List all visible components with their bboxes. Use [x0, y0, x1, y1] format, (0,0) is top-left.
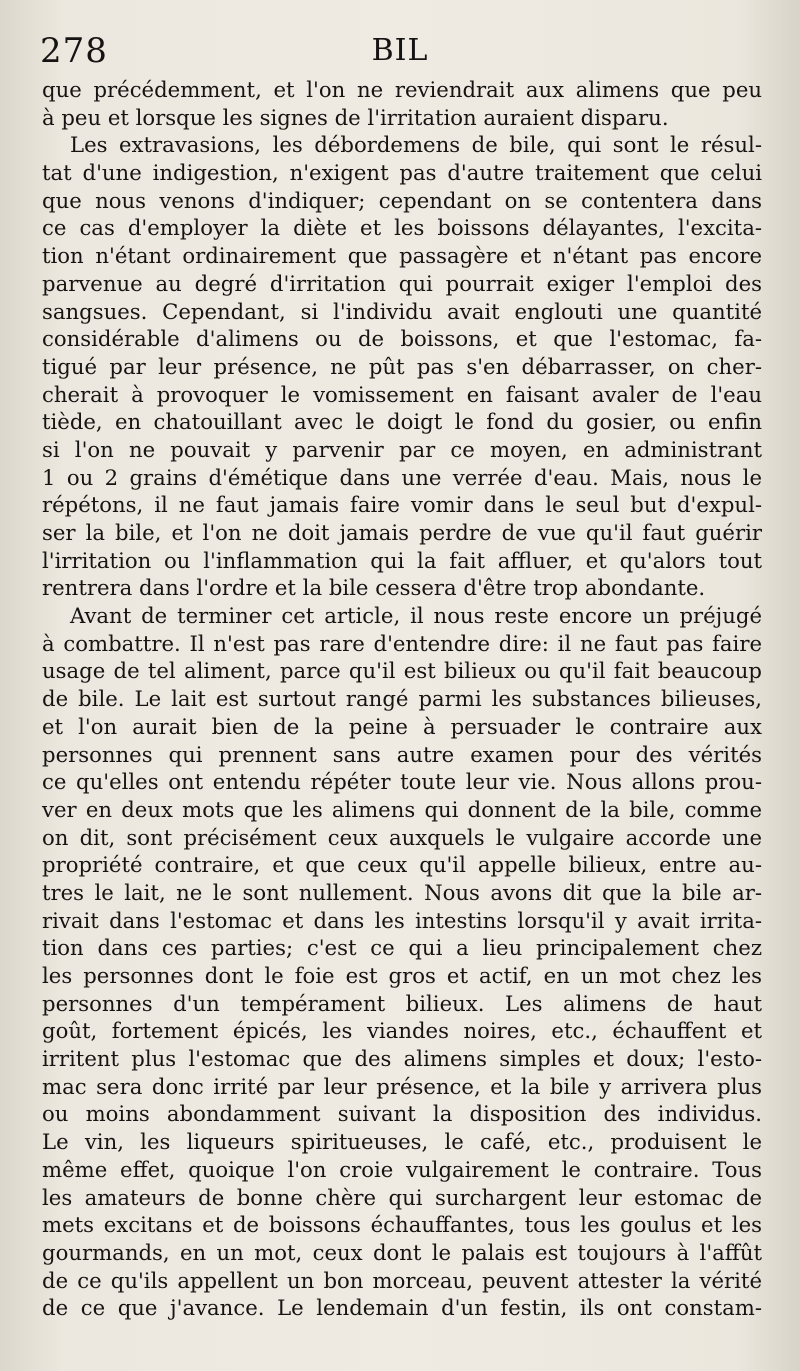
text-line: rivait dans l'estomac et dans les intestins lorsqu'il y avait irrita- [42, 907, 762, 933]
text-line: ser la bile, et l'on ne doit jamais perdre de vue qu'il faut guérir [42, 520, 762, 545]
text-line: Les extravasions, les débordemens de bile, qui sont le résul- [70, 132, 762, 158]
text-line: même effet, quoique l'on croie vulgairement le contraire. Tous [42, 1156, 762, 1182]
text-line: tion n'étant ordinairement que passagère et n'étant pas encore [42, 243, 762, 269]
text-line: les amateurs de bonne chère qui surchargent leur estomac de [42, 1184, 762, 1210]
text-line: propriété contraire, et que ceux qu'il appelle bilieux, entre au- [42, 852, 762, 878]
text-line: personnes qui prennent sans autre examen pour des vérités [42, 741, 762, 767]
text-line: mets excitans et de boissons échauffantes, tous les goulus et les [42, 1212, 762, 1238]
body-text [42, 76, 762, 1322]
text-line: tiède, en chatouillant avec le doigt le fond du gosier, ou enfin [42, 409, 762, 435]
text-line: cherait à provoquer le vomissement en faisant avaler de l'eau [42, 381, 762, 407]
text-line: ce cas d'employer la diète et les boissons délayantes, l'excita- [42, 215, 762, 241]
text-line: l'irritation ou l'inflammation qui la fait affluer, et qu'alors tout [42, 547, 762, 573]
text-line: irritent plus l'estomac que des alimens simples et doux; l'esto- [42, 1046, 762, 1072]
page-number: 278 [40, 31, 108, 71]
text-line: à combattre. Il n'est pas rare d'entendre dire: il ne faut pas faire [42, 630, 762, 656]
text-line: de bile. Le lait est surtout rangé parmi les substances bilieuses, [42, 686, 762, 712]
running-title: BIL [371, 33, 429, 68]
text-line: tres le lait, ne le sont nullement. Nous avons dit que la bile ar- [42, 879, 762, 905]
text-line: goût, fortement épicés, les viandes noires, etc., échauffent et [42, 1018, 762, 1044]
text-line: usage de tel aliment, parce qu'il est bilieux ou qu'il fait beaucoup [42, 658, 762, 684]
text-line: personnes d'un tempérament bilieux. Les alimens de haut [42, 990, 762, 1016]
text-line: ou moins abondamment suivant la disposition des individus. [42, 1101, 762, 1127]
text-line: ce qu'elles ont entendu répéter toute leur vie. Nous allons prou- [42, 769, 762, 795]
text-line: tat d'une indigestion, n'exigent pas d'autre traitement que celui [42, 160, 762, 186]
text-line: rentrera dans l'ordre et la bile cessera d'être trop abondante. [42, 575, 706, 601]
text-line: mac sera donc irrité par leur présence, et la bile y arrivera plus [42, 1073, 762, 1099]
text-line: parvenue au degré d'irritation qui pourrait exiger l'emploi des [42, 270, 762, 296]
text-line: tigué par leur présence, ne pût pas s'en débarrasser, on cher- [42, 353, 762, 379]
text-line: à peu et lorsque les signes de l'irritation auraient disparu. [42, 104, 669, 130]
text-line: que nous venons d'indiquer; cependant on se contentera dans [42, 187, 762, 213]
text-line: répétons, il ne faut jamais faire vomir dans le seul but d'expul- [42, 492, 762, 518]
text-line: que précédemment, et l'on ne reviendrait aux alimens que peu [42, 77, 762, 102]
text-line: Avant de terminer cet article, il nous reste encore un préjugé [70, 603, 762, 629]
text-line: Le vin, les liqueurs spiritueuses, le café, etc., produisent le [42, 1129, 762, 1155]
text-line: et l'on aurait bien de la peine à persuader le contraire aux [42, 713, 762, 739]
text-line: gourmands, en un mot, ceux dont le palais est toujours à l'affût [42, 1239, 762, 1265]
text-line: tion dans ces parties; c'est ce qui a lieu principalement chez [42, 935, 762, 961]
text-line: considérable d'alimens ou de boissons, et que l'estomac, fa- [42, 326, 762, 352]
text-line: ver en deux mots que les alimens qui donnent de la bile, comme [42, 796, 762, 822]
page-header [40, 28, 760, 74]
text-line: de ce que j'avance. Le lendemain d'un festin, ils ont constam- [42, 1295, 762, 1321]
text-line: si l'on ne pouvait y parvenir par ce moyen, en administrant [42, 436, 762, 462]
text-line: 1 ou 2 grains d'émétique dans une verrée d'eau. Mais, nous le [42, 464, 762, 490]
text-line: on dit, sont précisément ceux auxquels le vulgaire accorde une [42, 824, 762, 850]
text-line: les personnes dont le foie est gros et actif, en un mot chez les [42, 963, 762, 988]
text-line: de ce qu'ils appellent un bon morceau, peuvent attester la vérité [42, 1267, 762, 1293]
text-line: sangsues. Cependant, si l'individu avait englouti une quantité [42, 298, 762, 324]
